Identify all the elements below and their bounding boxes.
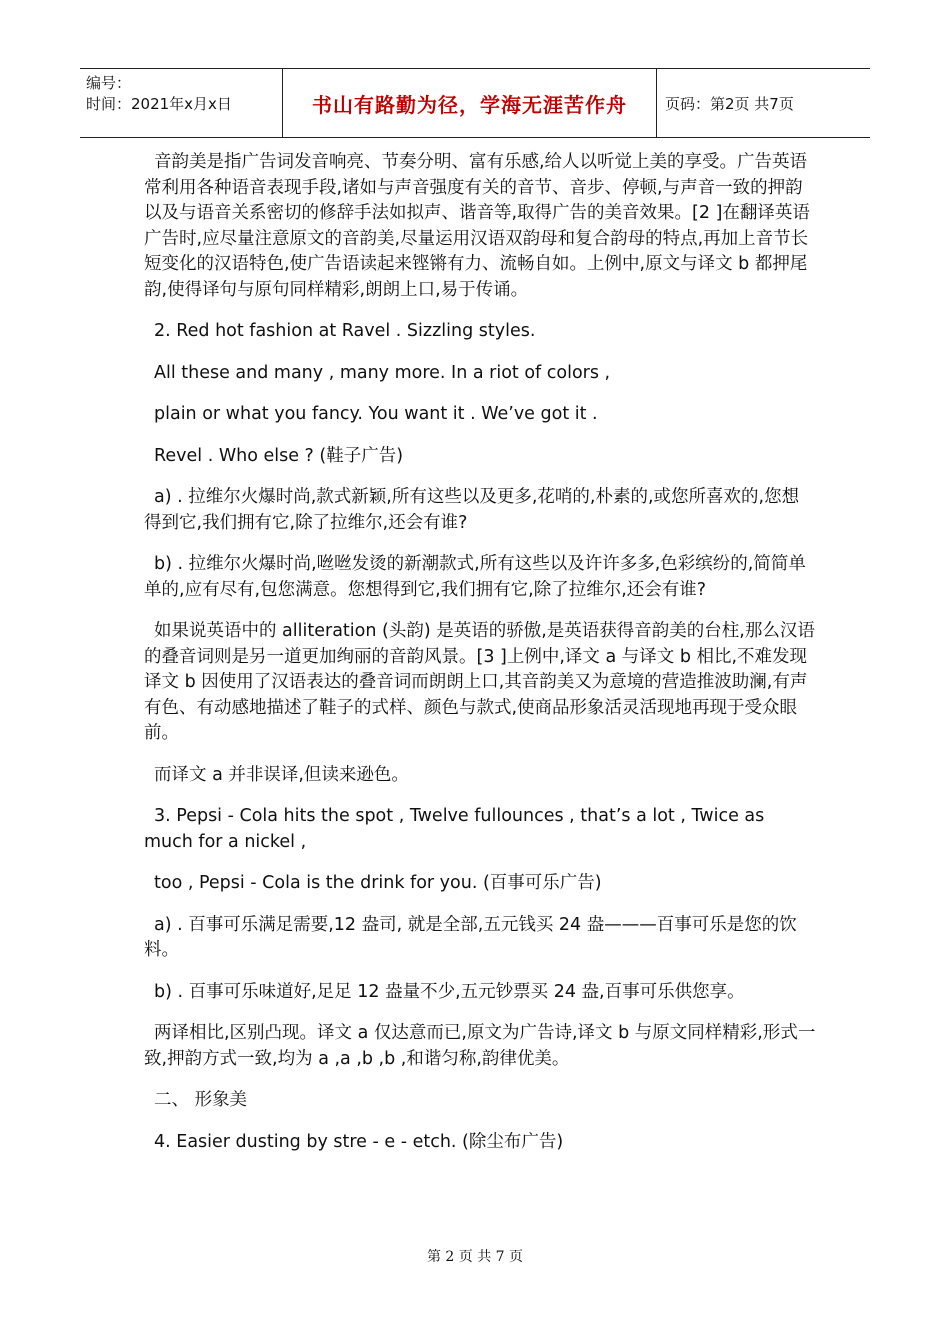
paragraph: b) . 拉维尔火爆时尚,咝咝发烫的新潮款式,所有这些以及许许多多,色彩缤纷的,简简单单的,应有尽有,包您满意。您想得到它,我们拥有它,除了拉维尔,还会有谁? xyxy=(144,554,806,600)
document-number-label: 编号： xyxy=(86,74,132,92)
paragraph: b) . 百事可乐味道好,足足 12 盎量不少,五元钞票买 24 盎,百事可乐供您享。 xyxy=(154,981,745,1002)
header-meta xyxy=(80,69,283,137)
paragraph: a) . 拉维尔火爆时尚,款式新颖,所有这些以及更多,花哨的,朴素的,或您所喜欢的,您想得到它,我们拥有它,除了拉维尔,还会有谁? xyxy=(144,487,800,533)
header-motto: 书山有路勤为径，学海无涯苦作舟 xyxy=(283,69,657,137)
paragraph: plain or what you fancy. You want it . We’ve got it . xyxy=(154,404,598,424)
paragraph: a) . 百事可乐满足需要,12 盎司, 就是全部,五元钱买 24 盎———百事可乐是您的饮料。 xyxy=(144,914,797,960)
paragraph: Revel . Who else ? (鞋子广告) xyxy=(154,445,404,466)
document-date-label: 时间：2021年x月x日 xyxy=(86,95,232,113)
paragraph: 两译相比,区别凸现。译文 a 仅达意而已,原文为广告诗,译文 b 与原文同样精彩,形式一致,押韵方式一致,均为 a ,a ,b ,b ,和谐匀称,韵律优美。 xyxy=(144,1023,816,1069)
paragraph: 音韵美是指广告词发音响亮、节奏分明、富有乐感,给人以听觉上美的享受。广告英语常利用各种语音表现手段,诸如与声音强度有关的音节、音步、停顿,与声音一致的押韵以及与语音关系密切的修辞手法如拟声、谐音等,取得广告的美音效果。[2 ]在翻译英语广告时,应尽量注意原文的音韵美,尽量运用汉语双韵母和复合韵母的特点,再加上音节长短变化的汉语特色,使广告语读起来铿锵有力、流畅自如。上例中,原文与译文 b 都押尾韵,使得译句与原句同样精彩,朗朗上口,易于传诵。 xyxy=(144,152,810,300)
page-footer: 第 2 页 共 7 页 xyxy=(426,1249,524,1265)
document-body xyxy=(144,150,816,1171)
section-heading: 二、 形象美 xyxy=(154,1090,248,1110)
header-page-info: 页码：第2页 共7页 xyxy=(665,94,794,113)
paragraph: too , Pepsi - Cola is the drink for you. (百事可乐广告) xyxy=(154,873,602,893)
paragraph: All these and many , many more. In a riot of colors , xyxy=(154,362,611,383)
page-header xyxy=(80,68,870,138)
paragraph: 3. Pepsi - Cola hits the spot , Twelve fullounces , that’s a lot , Twice as much for a nickel , xyxy=(144,806,765,852)
paragraph: 如果说英语中的 alliteration (头韵) 是英语的骄傲,是英语获得音韵美的台柱,那么汉语的叠音词则是另一道更加绚丽的音韵风景。[3 ]上例中,译文 a 与译文 b 相比,不难发现译文 b 因使用了汉语表达的叠音词而朗朗上口,其音韵美又为意境的营造推波助澜,有声有色、有动感地描述了鞋子的式样、颜色与款式,使商品形象活灵活现地再现于受众眼前。 xyxy=(144,621,815,743)
paragraph: 2. Red hot fashion at Ravel . Sizzling styles. xyxy=(154,321,536,341)
paragraph: 而译文 a 并非误译,但读来逊色。 xyxy=(154,764,409,785)
paragraph: 4. Easier dusting by stre - e - etch. (除尘布广告) xyxy=(154,1131,564,1152)
